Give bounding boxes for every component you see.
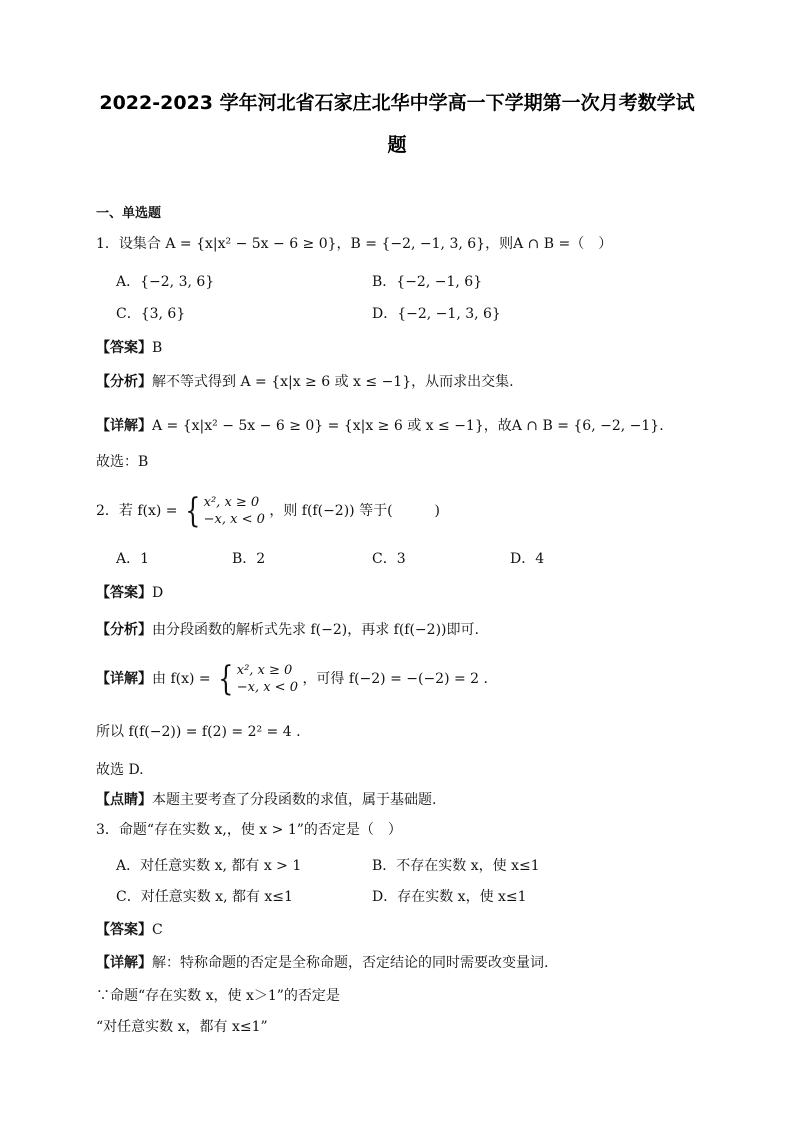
- q1-option-c-text: {3, 6}: [140, 306, 186, 322]
- left-brace-glyph: {: [218, 659, 234, 699]
- q2-option-b-text: 2: [256, 551, 266, 567]
- q2-piecewise: [182, 492, 265, 530]
- document-title-line-2: 题: [387, 134, 407, 156]
- q3-option-a: [116, 856, 301, 876]
- q1-analysis-text: 解不等式得到 A = {x|x ≥ 6 或 x ≤ −1}，从而求出交集.: [152, 374, 514, 390]
- q3-option-c-text: 对任意实数 x, 都有 x≤1: [140, 889, 293, 905]
- q3-option-a-label: A．: [116, 858, 141, 874]
- q2-comment-tag: 【点睛】: [96, 792, 152, 808]
- q3-answer-value: C: [152, 922, 163, 938]
- q3-answer: [96, 920, 163, 940]
- q1-detail-tag: 【详解】: [96, 418, 152, 434]
- q2-option-b-label: B．: [232, 551, 257, 567]
- q1-option-a-label: A．: [116, 274, 141, 290]
- q1-stem: 1．设集合 A = {x|x² − 5x − 6 ≥ 0}，B = {−2, −1, 3, 6}，则A ∩ B =（ ）: [96, 236, 613, 252]
- q2-answer-value: D: [152, 585, 164, 601]
- q2-option-a: [116, 549, 149, 569]
- q1-detail-text: A = {x|x² − 5x − 6 ≥ 0} = {x|x ≥ 6 或 x ≤ −1}，故A ∩ B = {6, −2, −1}.: [152, 418, 664, 434]
- q2-detail-piecewise: [215, 660, 298, 698]
- q2-detail: [96, 660, 488, 698]
- q3-option-a-text: 对任意实数 x, 都有 x > 1: [140, 858, 302, 874]
- q1-option-b: [372, 272, 482, 292]
- q1-answer: [96, 338, 162, 358]
- q2-stem: [96, 492, 440, 530]
- q2-answer-tag: 【答案】: [96, 585, 152, 601]
- q2-option-a-text: 1: [140, 551, 150, 567]
- q1-analysis: [96, 372, 514, 392]
- q1-option-c-label: C．: [116, 306, 141, 322]
- q3-option-d: [372, 887, 527, 907]
- q3-option-b-text: 不存在实数 x，使 x≤1: [396, 858, 540, 874]
- q2-option-c-text: 3: [396, 551, 406, 567]
- q2-detail-prefix: 由 f(x) =: [152, 671, 211, 687]
- q3-option-d-label: D．: [372, 889, 398, 905]
- section-heading: 一、单选题: [96, 206, 162, 221]
- q2-detail-suffix: ，可得 f(−2) = −(−2) = 2 .: [302, 671, 488, 687]
- q1-answer-tag: 【答案】: [96, 340, 152, 356]
- q2-case-2: −x, x < 0: [203, 512, 265, 527]
- q1-analysis-tag: 【分析】: [96, 374, 152, 390]
- q2-option-c: [372, 549, 406, 569]
- q2-comment: [96, 790, 436, 810]
- q3-detail-tag: 【详解】: [96, 955, 152, 971]
- q3-line-3: “对任意实数 x，都有 x≤1”: [96, 1019, 268, 1035]
- q3-option-b: [372, 856, 540, 876]
- q3-option-c-label: C．: [116, 889, 141, 905]
- q2-analysis-text: 由分段函数的解析式先求 f(−2)，再求 f(f(−2))即可.: [152, 622, 479, 638]
- q3-option-d-text: 存在实数 x，使 x≤1: [397, 889, 527, 905]
- q2-conclusion: 故选 D.: [96, 762, 144, 778]
- q2-option-a-label: A．: [116, 551, 141, 567]
- document-title-line-1: 2022-2023 学年河北省石家庄北华中学高一下学期第一次月考数学试: [99, 92, 695, 114]
- q2-option-d: [510, 549, 544, 569]
- q2-option-d-label: D．: [510, 551, 536, 567]
- q2-detail-tag: 【详解】: [96, 671, 152, 687]
- q2-option-b: [232, 549, 265, 569]
- q1-option-d-text: {−2, −1, 3, 6}: [397, 306, 501, 322]
- q2-stem-prefix: 2．若 f(x) =: [96, 503, 178, 519]
- q3-stem: 3．命题“存在实数 x,，使 x > 1”的否定是（ ）: [96, 822, 402, 838]
- q1-option-a: [116, 272, 214, 292]
- q1-option-d: [372, 304, 501, 324]
- q2-analysis-tag: 【分析】: [96, 622, 152, 638]
- q2-comment-text: 本题主要考查了分段函数的求值，属于基础题.: [152, 792, 437, 808]
- q1-detail: [96, 416, 664, 436]
- q2-analysis: [96, 620, 479, 640]
- q2-answer: [96, 583, 163, 603]
- left-brace-glyph: {: [185, 491, 201, 531]
- q3-option-c: [116, 887, 293, 907]
- q1-option-d-label: D．: [372, 306, 398, 322]
- q3-detail-text: 解：特称命题的否定是全称命题，否定结论的同时需要改变量词.: [152, 955, 549, 971]
- q2-option-d-text: 4: [535, 551, 545, 567]
- q2-detail-case-1: x², x ≥ 0: [236, 663, 293, 678]
- q3-line-2: ∵命题“存在实数 x，使 x＞1”的否定是: [96, 988, 340, 1004]
- q3-detail: [96, 953, 548, 973]
- q1-option-c: [116, 304, 185, 324]
- q1-option-b-text: {−2, −1, 6}: [396, 274, 483, 290]
- q2-line-2: 所以 f(f(−2)) = f(2) = 2² = 4 .: [96, 724, 301, 740]
- q2-option-c-label: C．: [372, 551, 397, 567]
- q1-conclusion: 故选：B: [96, 454, 149, 470]
- q1-option-a-text: {−2, 3, 6}: [140, 274, 215, 290]
- q2-stem-suffix: ，则 f(f(−2)) 等于( ): [269, 503, 441, 519]
- q2-detail-case-2: −x, x < 0: [236, 680, 298, 695]
- q1-answer-value: B: [152, 340, 163, 356]
- q1-option-b-label: B．: [372, 274, 397, 290]
- q2-case-1: x², x ≥ 0: [203, 495, 260, 510]
- q3-answer-tag: 【答案】: [96, 922, 152, 938]
- q3-option-b-label: B．: [372, 858, 397, 874]
